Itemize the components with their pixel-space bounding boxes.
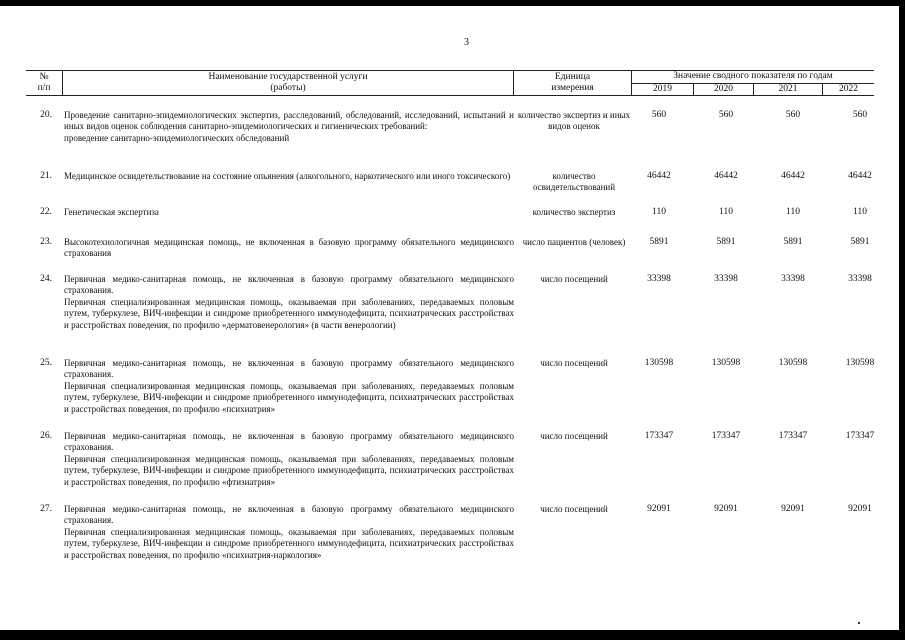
row-service-name — [64, 110, 514, 144]
row-value-2021: 110 — [786, 207, 800, 217]
row-number: 25. — [40, 358, 52, 368]
row-value-2020: 560 — [718, 110, 734, 120]
row-value-2020: 130598 — [711, 358, 741, 368]
row-number: 24. — [40, 274, 52, 284]
row-service-name — [64, 358, 514, 415]
row-service-name-line: Первичная медико-санитарная помощь, не включенная в базовую программу обязательного медицинского страхования. — [64, 274, 514, 296]
header-year-2019: 2019 — [653, 84, 672, 94]
header-unit-label: Единица — [554, 72, 591, 82]
row-value-2022: 173347 — [845, 431, 875, 441]
row-service-name-line: Первичная медико-санитарная помощь, не включенная в базовую программу обязательного медицинского страхования. — [64, 358, 514, 380]
header-year-2022: 2022 — [839, 84, 858, 94]
row-value-2022: 46442 — [848, 171, 872, 181]
row-service-name-line: проведение санитарно-эпидемиологических обследований — [64, 132, 290, 143]
row-value-2022: 110 — [853, 207, 867, 217]
header-unit-sublabel: измерения — [551, 83, 594, 93]
header-values-title: Значение сводного показателя по годам — [673, 71, 833, 81]
row-value-2022: 130598 — [845, 358, 875, 368]
row-value-2020: 110 — [719, 207, 733, 217]
row-value-2021: 92091 — [781, 504, 805, 514]
scan-border-bottom — [0, 630, 905, 640]
row-value-2019: 130598 — [644, 358, 674, 368]
row-unit: число посещений — [540, 431, 608, 441]
row-service-name-line: Генетическая экспертиза — [64, 207, 159, 217]
row-value-2019: 33398 — [647, 274, 671, 284]
row-value-2019: 173347 — [644, 431, 674, 441]
row-service-name — [64, 207, 514, 218]
row-number: 26. — [40, 431, 52, 441]
row-unit: число пациентов (человек) — [522, 237, 626, 247]
row-service-name — [64, 431, 514, 488]
row-value-2022: 5891 — [850, 237, 870, 247]
row-number: 20. — [40, 110, 52, 120]
row-number: 22. — [40, 207, 52, 217]
row-value-2021: 560 — [785, 110, 801, 120]
row-value-2020: 92091 — [714, 504, 738, 514]
row-service-name-line: Первичная медико-санитарная помощь, не включенная в базовую программу обязательного медицинского страхования. — [64, 431, 514, 453]
header-num-label: № — [39, 72, 49, 82]
row-value-2022: 92091 — [848, 504, 872, 514]
row-number: 27. — [40, 504, 52, 514]
row-value-2021: 173347 — [778, 431, 808, 441]
row-value-2020: 173347 — [711, 431, 741, 441]
row-unit: число посещений — [540, 358, 608, 368]
row-unit: число посещений — [540, 504, 608, 514]
row-service-name-line: Проведение санитарно-эпидемиологических экспертиз, расследований, обследований, исследований, испытаний и иных видов оценок соблюдения санитарно-эпидемиологических и гигиенических требований: — [64, 110, 514, 132]
row-value-2021: 130598 — [778, 358, 808, 368]
row-value-2022: 560 — [852, 110, 868, 120]
row-unit: количество освидетельствований — [532, 171, 616, 193]
row-service-name — [64, 171, 514, 182]
row-unit: количество экспертиз и иных видов оценок — [517, 110, 631, 132]
header-name-label: Наименование государственной услуги — [208, 72, 368, 82]
row-value-2019: 92091 — [647, 504, 671, 514]
row-value-2020: 33398 — [714, 274, 738, 284]
row-value-2021: 33398 — [781, 274, 805, 284]
header-num-sublabel: п/п — [37, 83, 51, 93]
scan-speck — [858, 622, 860, 624]
row-service-name-line: Медицинское освидетельствование на состояние опьянения (алкогольного, наркотического или иного токсического) — [64, 171, 511, 181]
row-service-name-line: Первичная специализированная медицинская помощь, оказываемая при заболеваниях, передаваемых половым путем, туберкулезе, ВИЧ-инфекции и синдроме приобретенного иммунодефицита, психиатрических расстройствах и расстройствах поведения, по профилю «психиатрия» — [64, 380, 514, 414]
row-value-2020: 46442 — [714, 171, 738, 181]
scan-border-right — [899, 0, 905, 640]
row-service-name-line: Высокотехнологичная медицинская помощь, не включенная в базовую программу обязательного медицинского страхования — [64, 237, 514, 259]
header-name-sublabel: (работы) — [270, 83, 306, 93]
row-value-2020: 5891 — [716, 237, 736, 247]
row-unit: число посещений — [540, 274, 608, 284]
row-number: 23. — [40, 237, 52, 247]
page-number: 3 — [464, 37, 469, 48]
row-value-2019: 560 — [651, 110, 667, 120]
row-service-name-line: Первичная специализированная медицинская помощь, оказываемая при заболеваниях, передаваемых половым путем, туберкулезе, ВИЧ-инфекции и синдроме приобретенного иммунодефицита, психиатрических расстройствах и расстройствах поведения, по профилю «психиатрия-наркология» — [64, 526, 514, 560]
row-unit: количество экспертиз — [532, 207, 616, 217]
row-service-name-line: Первичная медико-санитарная помощь, не включенная в базовую программу обязательного медицинского страхования. — [64, 504, 514, 526]
header-year-2021: 2021 — [778, 84, 798, 94]
row-service-name — [64, 237, 514, 260]
row-value-2019: 5891 — [649, 237, 669, 247]
row-service-name — [64, 504, 514, 561]
row-service-name — [64, 274, 514, 331]
row-value-2022: 33398 — [848, 274, 872, 284]
row-service-name-line: Первичная специализированная медицинская помощь, оказываемая при заболеваниях, передаваемых половым путем, туберкулезе, ВИЧ-инфекции и синдроме приобретенного иммунодефицита, психиатрических расстройствах и расстройствах поведения, по профилю «дерматовенерология» (в части венерологии) — [64, 296, 514, 330]
row-value-2021: 5891 — [783, 237, 803, 247]
row-value-2019: 46442 — [647, 171, 671, 181]
header-year-2020: 2020 — [714, 84, 733, 94]
row-value-2019: 110 — [652, 207, 666, 217]
scan-border-top — [0, 0, 905, 6]
row-value-2021: 46442 — [781, 171, 805, 181]
row-number: 21. — [40, 171, 52, 181]
row-service-name-line: Первичная специализированная медицинская помощь, оказываемая при заболеваниях, передаваемых половым путем, туберкулезе, ВИЧ-инфекции и синдроме приобретенного иммунодефицита, психиатрических расстройствах и расстройствах поведения, по профилю «фтизиатрия» — [64, 453, 514, 487]
